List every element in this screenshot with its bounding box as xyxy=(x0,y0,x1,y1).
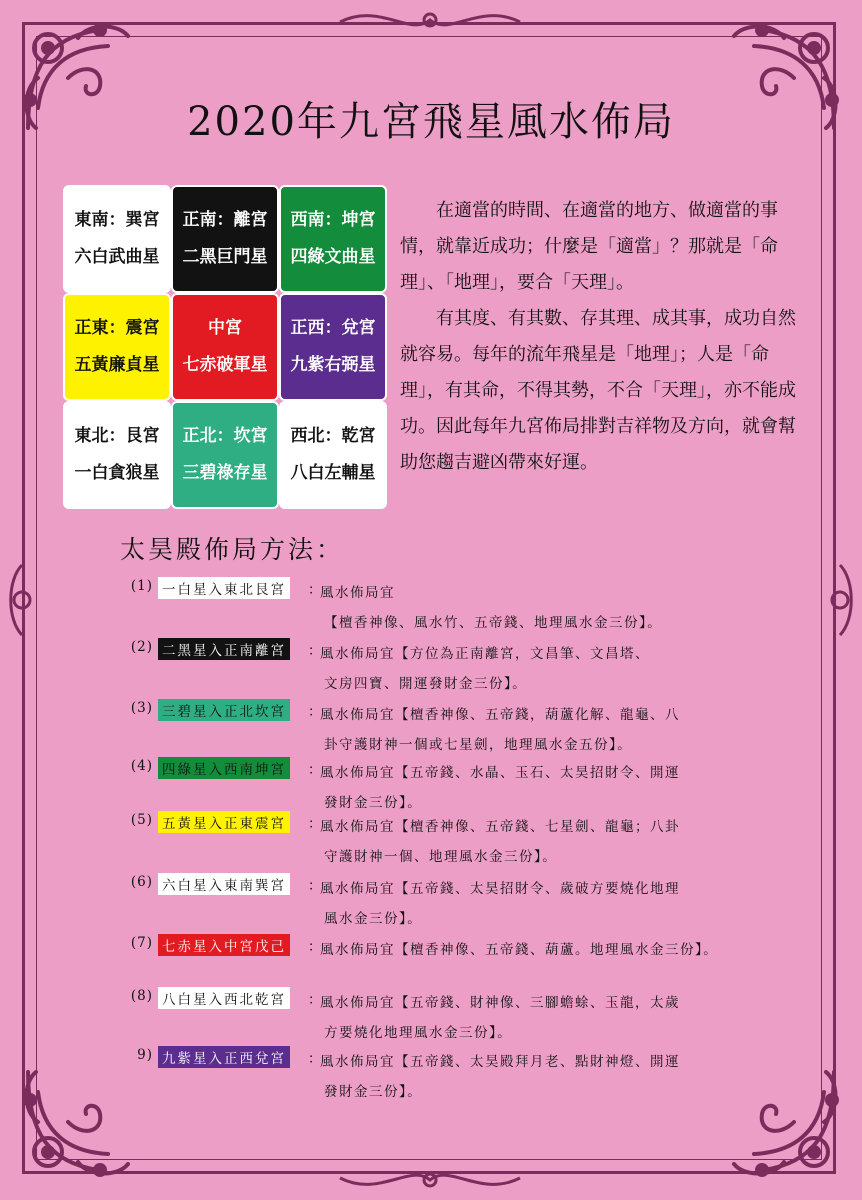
item-number: (5) xyxy=(130,812,153,828)
item-description-line: 風水佈局宜【五帝錢、太昊殿拜月老、點財神燈、開運 xyxy=(320,1054,680,1070)
item-description xyxy=(320,758,770,818)
grid-cell-position: 西北：乾宮 xyxy=(290,426,376,446)
item-description xyxy=(320,874,770,934)
item-colon: ： xyxy=(308,704,322,720)
item-description xyxy=(320,639,770,699)
item-description xyxy=(320,700,770,760)
star-tag: 六白星入東南巽宮 xyxy=(158,873,290,895)
grid-cell xyxy=(279,401,387,509)
item-description-line: 發財金三份】。 xyxy=(324,795,423,811)
item-description-line: 風水佈局宜【方位為正南離宮，文昌筆、文昌塔、 xyxy=(320,646,650,662)
grid-cell-star: 一白貪狼星 xyxy=(74,463,160,483)
item-colon: ： xyxy=(308,762,322,778)
item-description-line: 風水佈局宜【五帝錢、太昊招財令、歲破方要燒化地理 xyxy=(320,881,680,897)
side-flourish-icon xyxy=(330,2,530,38)
grid-cell xyxy=(171,401,279,509)
item-number: (7) xyxy=(130,935,153,951)
grid-cell-star: 六白武曲星 xyxy=(74,247,160,267)
item-description-line: 風水佈局宜 xyxy=(320,585,395,601)
item-description-line: 風水佈局宜【五帝錢、水晶、玉石、太昊招財令、開運 xyxy=(320,765,680,781)
item-description xyxy=(320,812,770,872)
item-colon: ： xyxy=(308,992,322,1008)
grid-cell xyxy=(63,293,171,401)
item-colon: ： xyxy=(308,643,322,659)
star-tag: 七赤星入中宮戊己 xyxy=(158,934,290,956)
item-description-line: 風水金三份】。 xyxy=(324,911,423,927)
grid-cell-position: 正東：震宮 xyxy=(74,318,160,338)
grid-cell xyxy=(171,293,279,401)
grid-cell-position: 正北：坎宮 xyxy=(182,426,268,446)
intro-paragraph: 在適當的時間、在適當的地方、做適當的事情，就靠近成功；什麼是「適當」？那就是「命理」、「地理」，要合「天理」。 xyxy=(400,200,778,293)
item-number: 9) xyxy=(137,1047,153,1063)
grid-cell-star: 三碧祿存星 xyxy=(182,463,268,483)
grid-cell-position: 西南：坤宮 xyxy=(290,210,376,230)
grid-cell-star: 四綠文曲星 xyxy=(290,247,376,267)
grid-cell-star: 九紫右弼星 xyxy=(290,355,376,375)
grid-cell-position: 東南：巽宮 xyxy=(74,210,160,230)
item-description-line: 風水佈局宜【五帝錢、財神像、三腳蟾蜍、玉龍，太歲 xyxy=(320,995,680,1011)
side-flourish-icon xyxy=(330,1162,530,1198)
grid-cell-position: 中宮 xyxy=(208,318,242,338)
grid-cell-position: 東北：艮宮 xyxy=(74,426,160,446)
item-colon: ： xyxy=(308,582,322,598)
grid-cell xyxy=(279,185,387,293)
item-number: (2) xyxy=(130,639,153,655)
corner-ornament-icon xyxy=(8,1052,148,1192)
star-tag: 一白星入東北艮宮 xyxy=(158,577,290,599)
star-tag: 四綠星入西南坤宮 xyxy=(158,757,290,779)
grid-cell-position: 正南：離宮 xyxy=(182,210,268,230)
side-flourish-icon xyxy=(820,560,860,640)
item-description xyxy=(320,1047,770,1107)
grid-cell-position: 正西：兌宮 xyxy=(290,318,376,338)
item-number: (3) xyxy=(130,700,153,716)
item-number: (6) xyxy=(130,874,153,890)
grid-cell xyxy=(171,185,279,293)
grid-cell-star: 八白左輔星 xyxy=(290,463,376,483)
grid-cell-star: 二黑巨門星 xyxy=(182,247,268,267)
item-description-line: 發財金三份】。 xyxy=(324,1084,423,1100)
grid-cell xyxy=(63,185,171,293)
page-title: 2020年九宮飛星風水佈局 xyxy=(187,99,675,145)
item-description-line: 風水佈局宜【檀香神像、五帝錢、葫蘆。地理風水金三份】。 xyxy=(320,942,719,958)
item-description xyxy=(320,935,770,965)
side-flourish-icon xyxy=(2,560,42,640)
grid-cell-star: 七赤破軍星 xyxy=(182,355,268,375)
item-description xyxy=(320,988,770,1048)
item-colon: ： xyxy=(308,816,322,832)
method-heading: 太昊殿佈局方法： xyxy=(120,535,345,564)
item-description-line: 【檀香神像、風水竹、五帝錢、地理風水金三份】。 xyxy=(324,615,663,631)
item-colon: ： xyxy=(308,939,322,955)
star-tag: 五黃星入正東震宮 xyxy=(158,811,290,833)
item-description-line: 卦守護財神一個或七星劍，地理風水金五份】。 xyxy=(324,737,633,753)
grid-cell xyxy=(63,401,171,509)
item-description-line: 文房四寶、開運發財金三份】。 xyxy=(324,676,528,692)
item-number: (4) xyxy=(130,758,153,774)
item-description-line: 方要燒化地理風水金三份】。 xyxy=(324,1025,513,1041)
item-colon: ： xyxy=(308,1051,322,1067)
star-tag: 九紫星入正西兌宮 xyxy=(158,1046,290,1068)
item-number: (1) xyxy=(130,578,153,594)
star-tag: 二黑星入正南離宮 xyxy=(158,638,290,660)
item-description-line: 風水佈局宜【檀香神像、五帝錢，葫蘆化解、龍龜、八 xyxy=(320,707,680,723)
nine-palace-grid xyxy=(63,185,387,510)
item-colon: ： xyxy=(308,878,322,894)
star-tag: 三碧星入正北坎宮 xyxy=(158,699,290,721)
item-description-line: 風水佈局宜【檀香神像、五帝錢、七星劍、龍龜；八卦 xyxy=(320,819,680,835)
item-number: (8) xyxy=(130,988,153,1004)
grid-cell-star: 五黃廉貞星 xyxy=(74,355,160,375)
intro-paragraph: 有其度、有其數、存其理、成其事，成功自然就容易。每年的流年飛星是「地理」；人是「命理」，有其命，不得其勢，不合「天理」，亦不能成功。因此每年九宮佈局排對吉祥物及方向，就會幫助您趨吉避凶帶來好運。 xyxy=(400,308,796,473)
item-description xyxy=(320,578,770,638)
star-tag: 八白星入西北乾宮 xyxy=(158,987,290,1009)
intro-text xyxy=(400,193,810,481)
item-description-line: 守護財神一個、地理風水金三份】。 xyxy=(324,849,558,865)
grid-cell xyxy=(279,293,387,401)
